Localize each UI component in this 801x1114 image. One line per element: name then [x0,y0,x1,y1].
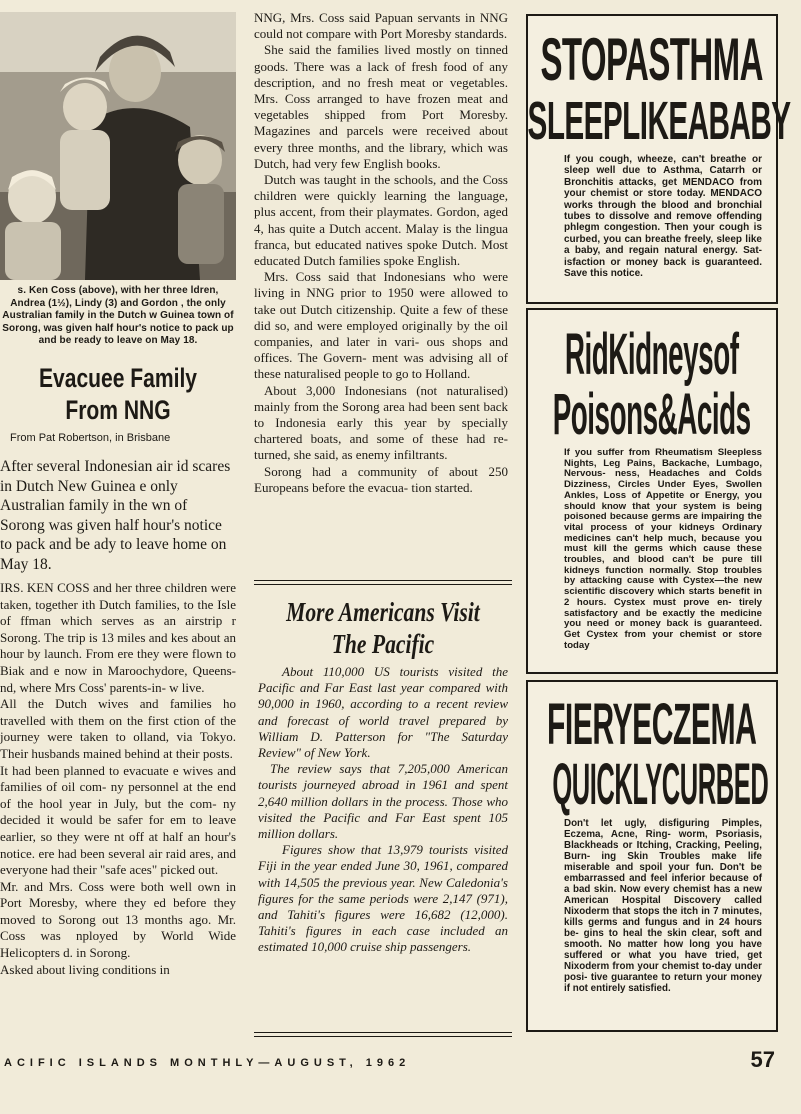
byline: From Pat Robertson, in Brisbane [10,432,171,444]
box-headline-line-2: The Pacific [331,629,435,659]
paragraph: She said the families lived mostly on tinned goods. There was a lack of fresh food of any description, and no fresh meat or vegetables. Mrs. Coss arranged to have frozen meat and vegetables shipped from Port Moresby. Magazines and parcels were received about every three months, and the library, which was Dutch, had very few English books. [254,42,508,171]
lead-paragraph [0,457,232,574]
article-body-left [0,580,236,978]
paragraph: Figures show that 13,979 tourists visited Fiji in the year ended June 30, 1961, compared with 14,505 the previous year. New Caledonia's figures for the same periods were 2,147 (971), and Tahiti's figures were 16,682 (12,000). Tahiti's figures in each case included an estimated 10,000 cruise ship passengers. [258,842,508,955]
advertisement-nixoderm [526,680,778,1032]
paragraph: Asked about living conditions in [0,961,170,977]
headline-line-1: Evacuee Family [38,363,198,393]
ad-body: If you suffer from Rheumatism Sleepless Nights, Leg Pains, Backache, Lumbago, Nervous- ness, Headaches and Colds Dizziness, Circles Under Eyes, Swollen Ankles, Loss of Appetite or Energy, you should know that your system is being poisoned because germs are impairing the vital process of your kidneys Ordinary medicines can't help much, because you must kill the germs which cause these troubles, and blood can't be pure till kidneys function normally. Stop troubles by attacking cause with Cystex—the new scientific discovery which starts benefit in 2 hours. Cystex must prove en- tirely satisfactory and be exactly the medicine you need or money back is guaranteed. Get Cystex from your chemist or store today [564,447,762,651]
article-body-middle [254,10,508,496]
ad-title-line-2: Poisons&Acids [553,382,751,447]
ad-title-line-2: SLEEPLIKEABABY [527,91,791,151]
divider [254,580,512,581]
ad-body: If you cough, wheeze, can't breathe or sleep well due to Asthma, Catarrh or Bronchitis attacks, get MENDACO from your chemist or store today. MENDACO works through the blood and bronchial tubes to dissolve and remove offending phlegm congestion. Then your cough is curbed, you can breathe freely, sleep like a baby, and regain natural energy. Sat- isfaction or money back is guaranteed. Save this notice. [564,154,762,280]
box-body [258,664,508,956]
paragraph: About 3,000 Indonesians (not naturalised) mainly from the Sorong area had been sent back to Indonesia early this year by specially chartered boats, and some of these had re- turned, she said, as enemy infiltrants. [254,382,508,463]
paragraph: Mr. and Mrs. Coss were both well own in Port Moresby, where they ed before they moved to Sorong out 13 months ago. Mr. Coss was nployed by World Wide Helicopters d. in Sorong. [0,878,236,961]
ad-title-line-2: QUICKLYCURBED [552,752,769,817]
advertisement-cystex [526,308,778,674]
ad-title-line-1: STOPASTHMA [540,26,764,93]
lead-text: After several Indonesian air id scares in Dutch New Guinea e only Australian family in the wn of Sorong was given half hour's notice to pack and be ady to leave home on May 18. [0,458,231,573]
divider [254,1032,512,1033]
paragraph: Mrs. Coss said that Indonesians who were living in NNG prior to 1950 were allowed to take out Dutch citizenship. Quite a few of these did so, and were employed originally by the oil companies, and later in vari- ous shops and offices. The Govern- ment was advising all of these naturalised people to go to Holland. [254,269,508,382]
advertisement-mendaco [526,14,791,304]
article-headline [26,362,210,426]
page-footer [0,1047,801,1077]
ad-title-line-1: RidKidneysof [565,322,739,387]
paragraph: IRS. KEN COSS and her three children were taken, together ith Dutch families, to the Isle of ffman which serves as an airstrip r Sorong. The trip is 13 miles and kes about an hour by launch. From ere they were flown to Biak and e now in Maroochydore, Queens- nd, where Mrs Coss' parents-in- w live. [0,580,236,695]
paragraph: Sorong had a community of about 250 Europeans before the evacua- tion started. [254,463,508,495]
paragraph: It had been planned to evacuate e wives and families of oil com- ny personnel at the end of the hool year in July, but the com- ny decided it would be safer for em to leave earlier, so they were nt off at half an hour's notice. ere had been several air raid ares, and everyone had their "safe aces" picked out. [0,762,236,878]
box-headline [280,596,486,660]
paragraph: The review says that 7,205,000 American tourists journeyed abroad in 1961 and spent 2,640 million dollars in the process. Those who visited the Pacific and Far East spent 105 million dollars. [258,761,508,842]
paragraph: NNG, Mrs. Coss said Papuan servants in NNG could not compare with Port Moresby standards. [254,10,508,42]
page-number: 57 [750,1047,775,1072]
family-photo [0,12,236,280]
ad-title-line-1: FIERYECZEMA [547,692,757,757]
ad-body: Don't let ugly, disfiguring Pimples, Eczema, Acne, Ring- worm, Psoriasis, Blackheads or Itching, Cracking, Peeling, Burn- ing Skin Troubles make life miserable and spoil your fun. Don't be embarrassed and feel inferior because of a bad skin. Now every chemist has a new American Hospital Discovery called Nixoderm that stops the itch in 7 minutes, kills germs and fungus and in 24 hours be- gins to heal the skin clear, soft and smooth. No matter how long you have suffered or what you have tried, get Nixoderm from your chemist to-day under posi- tive guarantee to return your money if not entirely satisfied. [564,818,762,994]
paragraph: About 110,000 US tourists visited the Pacific and Far East last year compared with 90,000 in 1960, according to a recent review and forecast of world travel prepared by William D. Patterson for "The Saturday Review" of New York. [258,664,508,761]
box-headline-line-1: More Americans Visit [286,597,480,627]
divider [254,1036,512,1037]
paragraph: All the Dutch wives and families ho travelled with them on the first ction of the journey were taken to olland, via Tokyo. Their husbands mained behind at their posts. [0,696,236,761]
divider [254,584,512,585]
paragraph: Dutch was taught in the schools, and the Coss children were quickly learning the language, plus accent, from their playmates. Gordon, aged 4, has quite a Dutch accent. Malay is the lingua franca, but educated natives spoke Dutch. Most educated Dutch families spoke English. [254,172,508,269]
headline-line-2: From NNG [65,395,171,425]
running-head: ACIFIC ISLANDS MONTHLY—AUGUST, 1962 [4,1057,411,1069]
photo-caption: s. Ken Coss (above), with her three ldren, Andrea (1½), Lindy (3) and Gordon , the only Australian family in the Dutch w Guinea town of Sorong, was given half hour's notice to pack up and be ready to leave on May 18. [2,285,234,346]
